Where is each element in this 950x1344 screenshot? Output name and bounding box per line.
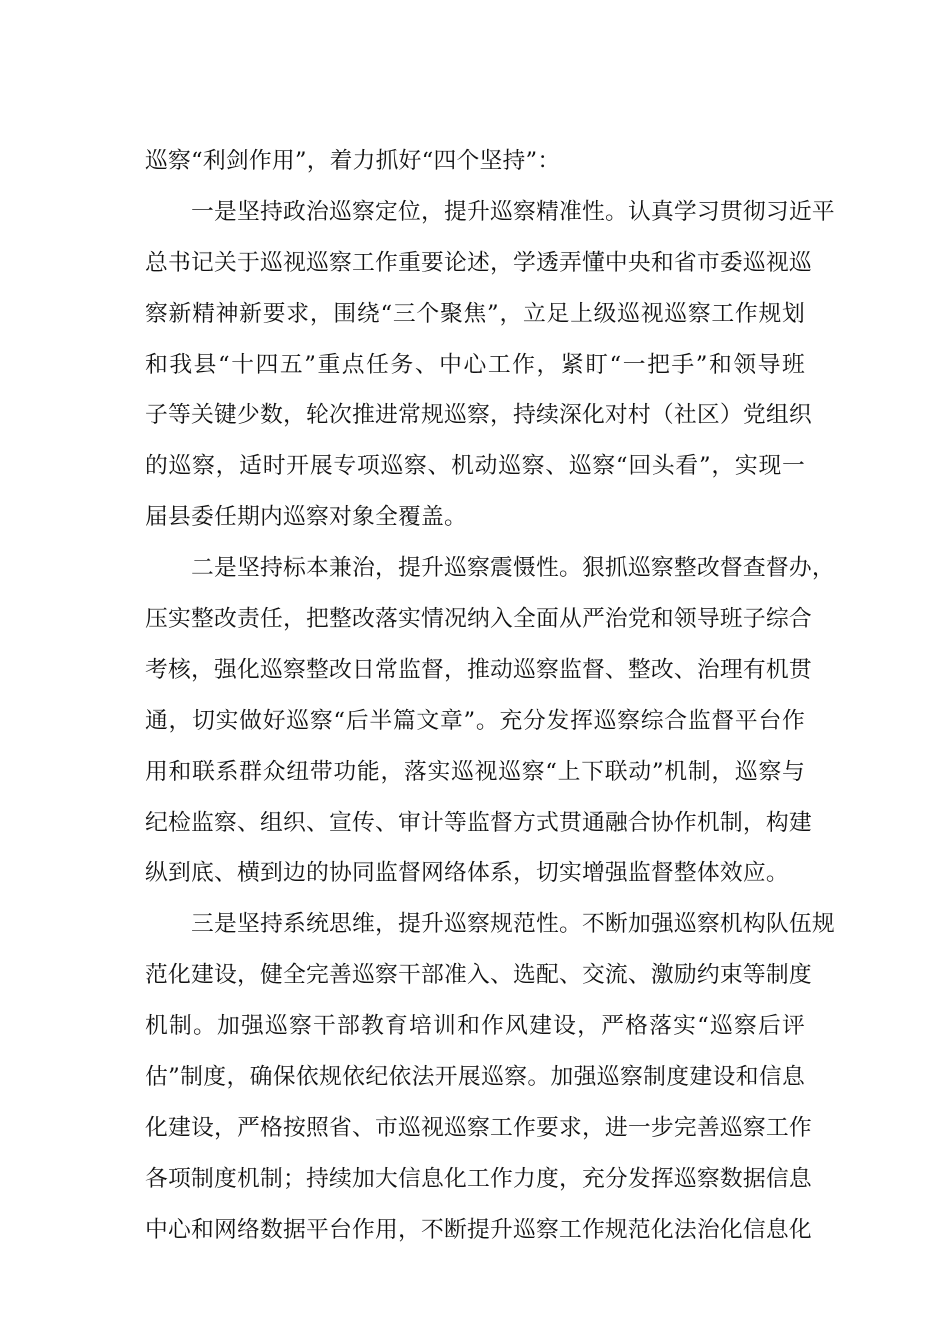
text-line: 估”制度，确保依规依纪依法开展巡察。加强巡察制度建设和信息 — [145, 1064, 805, 1091]
text-line: 范化建设，健全完善巡察干部准入、选配、交流、激励约束等制度 — [145, 962, 812, 989]
text-line: 巡察“利剑作用”，着力抓好“四个坚持”： — [145, 148, 561, 174]
paragraph-first-line: 二是坚持标本兼治，提升巡察震慑性。狠抓巡察整改督查督办， — [191, 555, 835, 582]
text-line: 纵到底、横到边的协同监督网络体系，切实增强监督整体效应。 — [145, 860, 789, 887]
text-line: 届县委任期内巡察对象全覆盖。 — [145, 504, 467, 531]
text-line: 总书记关于巡视巡察工作重要论述，学透弄懂中央和省市委巡视巡 — [145, 249, 812, 276]
paragraph-first-line: 三是坚持系统思维，提升巡察规范性。不断加强巡察机构队伍规 — [191, 911, 835, 938]
text-line: 通，切实做好巡察“后半篇文章”。充分发挥巡察综合监督平台作 — [145, 707, 805, 734]
text-line: 的巡察，适时开展专项巡察、机动巡察、巡察“回头看”，实现一 — [145, 453, 805, 480]
text-line: 压实整改责任，把整改落实情况纳入全面从严治党和领导班子综合 — [145, 606, 812, 633]
text-line: 化建设，严格按照省、市巡视巡察工作要求，进一步完善巡察工作 — [145, 1114, 812, 1141]
text-line: 机制。加强巡察干部教育培训和作风建设，严格落实“巡察后评 — [145, 1013, 805, 1040]
paragraph-first-line: 一是坚持政治巡察定位，提升巡察精准性。认真学习贯彻习近平 — [191, 198, 835, 225]
text-line: 子等关键少数，轮次推进常规巡察，持续深化对村（社区）党组织 — [145, 402, 812, 429]
text-line: 察新精神新要求，围绕“三个聚焦”，立足上级巡视巡察工作规划 — [145, 300, 805, 327]
text-line: 考核，强化巡察整改日常监督，推动巡察监督、整改、治理有机贯 — [145, 656, 812, 683]
document-body — [145, 136, 835, 1256]
text-line: 纪检监察、组织、宣传、审计等监督方式贯通融合协作机制，构建 — [145, 809, 812, 836]
text-line: 和我县“十四五”重点任务、中心工作，紧盯“一把手”和领导班 — [145, 351, 805, 378]
text-line: 各项制度机制；持续加大信息化工作力度，充分发挥巡察数据信息 — [145, 1165, 812, 1192]
text-line: 中心和网络数据平台作用，不断提升巡察工作规范化法治化信息化 — [145, 1216, 812, 1243]
text-line: 用和联系群众纽带功能，落实巡视巡察“上下联动”机制，巡察与 — [145, 758, 805, 785]
